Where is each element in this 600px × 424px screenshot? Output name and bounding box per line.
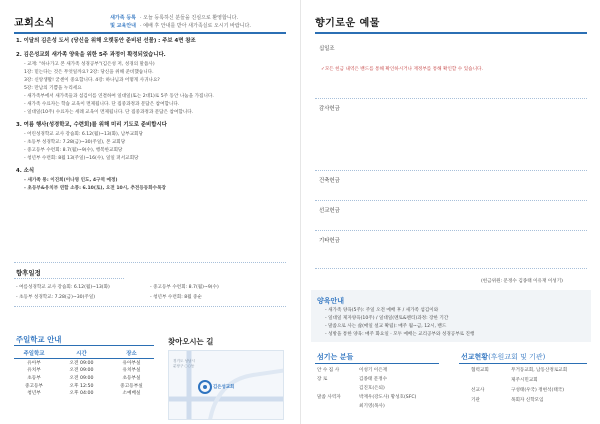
nurture-line: - 말씀으로 사는 삶(매일 설교 확립): 매주 월~금, 12시, 밴드 — [325, 324, 447, 329]
tithe-bottom-rule — [315, 98, 587, 99]
schedule-row-1-left: - 여름성경학교 교사 강습회: 6.12(월)~13(화) — [16, 285, 110, 290]
news-item: 1강: 믿는다는 것은 무엇일까요? 2강: 당신을 위해 준비했습니다. — [24, 70, 154, 75]
offering-notice: ✓모든 헌금 내역은 밴드를 통해 확인하시거나 재정부를 통해 확인할 수 있습니다. — [321, 67, 483, 72]
mission-title-sub: (후원교회 및 기관) — [488, 353, 546, 361]
sunday-school-row — [14, 389, 154, 397]
offering-header-rule — [315, 32, 587, 34]
schedule-row-2-left: - 초등부 성경학교: 7.28(금)~30(주일) — [16, 295, 96, 300]
nurture-line: - 새가족 양육(5주): 주일 오전 예배 후 / 새가족 섬김이와 — [325, 308, 439, 313]
news-item: - 새가족 수료자는 학습 교육이 면제됩니다. 단 집중과정과 문답은 참여합니다. — [24, 102, 180, 107]
school-time: 오후 12:50 — [69, 383, 94, 389]
offering-category: 기타헌금 — [319, 238, 340, 244]
school-name: 초등부 — [27, 375, 41, 381]
news-item: 3강: 신앙생활! 굳센이 중요합니다. 4강: 하나님과 어떻게 사귀나요? — [24, 78, 160, 83]
offering-category: 감사헌금 — [319, 106, 340, 112]
tithe-label: 십일조 — [319, 46, 335, 52]
offering-category: 선교헌금 — [319, 208, 340, 214]
schedule-title-rule — [14, 278, 124, 279]
newcomer-label-1: 새가족 등록 — [110, 15, 136, 21]
news-item: - 중고등부 수련회: 8.7(월)~9(수), 행복한교회당 — [24, 148, 123, 153]
col-header-place: 장소 — [126, 351, 137, 357]
school-place: 소예배실 — [122, 391, 141, 397]
map-church-label: 김은성교회 — [213, 385, 235, 390]
news-item: - 청년부 수련회: 8월 13(주일)~16(수), 일일 퍼서교회당 — [24, 156, 139, 161]
newcomer-label-2: 및 교육안내 — [110, 23, 136, 29]
news-section-heading: 1. 이달의 김은성 도서 (당신을 위해 오랫동안 준비된 선물) : 주보 4면 참조 — [16, 38, 196, 44]
mission-entry: 목회자 신학모임 — [511, 398, 544, 403]
offering-row-rule — [315, 200, 587, 201]
schedule-title: 향후일정 — [16, 269, 41, 277]
mission-title — [461, 352, 545, 362]
map-road-label-2: 분당구 ○○동 — [173, 364, 195, 368]
mission-entry: 제주시민교회 — [511, 378, 538, 383]
school-place: 유아부실 — [122, 360, 141, 366]
school-name: 유아부 — [27, 360, 41, 366]
offering-row-rule — [315, 170, 587, 171]
school-place: 초등부실 — [122, 375, 141, 381]
news-item: - 초등부&유치부 연합 소풍: 6.10(토), 오전 10시, 추전등동화수목장 — [24, 186, 166, 191]
school-time: 오후 04:00 — [69, 391, 94, 397]
sunday-school-row — [14, 367, 154, 375]
mission-category: 기관 — [471, 398, 480, 403]
sunday-school-row — [14, 374, 154, 382]
mission-category: 선교사 — [471, 388, 485, 393]
school-place: 유치부실 — [122, 368, 141, 374]
school-name: 청년부 — [27, 391, 41, 397]
servant-names: 김종태 문정수 — [359, 377, 388, 382]
schedule-top-rule — [14, 262, 286, 263]
sunday-school-body — [14, 359, 154, 397]
mission-title-main: 선교현황 — [461, 353, 489, 361]
col-header-time: 시간 — [76, 351, 87, 357]
offering-row-rule — [315, 268, 587, 269]
offering-title: 향기로운 예물 — [315, 18, 380, 29]
servant-role: 말씀 사역자 — [317, 395, 341, 400]
servants-rule — [315, 363, 439, 364]
directions-title: 찾아오시는 길 — [168, 337, 214, 346]
sunday-school-row — [14, 359, 154, 367]
news-item: - 교재: "하나가고 본 새가족 성경공부"(김은성 저, 성경의 말씀사) — [24, 62, 155, 67]
news-section-heading: 4. 소식 — [16, 168, 35, 174]
school-time: 오전 09:00 — [69, 368, 94, 374]
school-time: 오전 09:00 — [69, 360, 94, 366]
news-item: - 초등부 성경학교: 7.28(금)~30(주일), 본 교회당 — [24, 140, 126, 145]
news-list — [16, 38, 288, 268]
schedule-row-2-right: - 청년부 수련회: 8월 중순 — [150, 295, 202, 300]
news-item: - 새가족부에서 새가족들과 섬김이를 연결하여 일대일(또는 2대1)로 5주 동안 나눔을 가집니다. — [24, 94, 214, 99]
servant-names: 이성기 이은재 — [359, 368, 388, 373]
news-section-heading: 2. 김은성교회 새가족 양육을 위한 5주 과정이 확정되었습니다. — [16, 52, 166, 58]
offering-recorders: (헌금위원: 문정수 김종태 이유재 이성기) — [481, 279, 563, 284]
header-rule — [14, 32, 286, 34]
sunday-school-rule — [14, 345, 154, 346]
schedule-bottom-rule — [14, 306, 286, 307]
school-time: 오전 09:00 — [69, 375, 94, 381]
news-item: 5강: 만남의 기쁨을 누리세요 — [24, 86, 82, 91]
mission-entry: 무거동교회, 남동산정로교회 — [511, 368, 568, 373]
newcomer-text-2: · 예배 후 안내를 받아 새가족실로 오시기 바랍니다. — [140, 23, 251, 29]
church-news-title: 교회소식 — [14, 18, 55, 29]
directions-map[interactable] — [168, 350, 284, 420]
mission-entry: 구성태(우국) 정현석(태국) — [511, 388, 565, 393]
servants-title: 섬기는 분들 — [317, 353, 354, 361]
servant-names: 박재우(강도사) 황성호(SFC) — [359, 395, 417, 400]
map-road-label-1: 경기도 성남시 — [173, 359, 195, 363]
mission-category: 협력교회 — [471, 368, 489, 373]
sunday-school-table — [14, 348, 154, 397]
news-section-heading: 3. 여름 행사(성경학교, 수련회)를 위해 미리 기도로 준비합시다 — [16, 122, 167, 128]
schedule-row-1-right: - 중고등부 수련회: 8.7(월)~9(수) — [150, 285, 219, 290]
school-name: 유치부 — [27, 368, 41, 374]
news-item: - 새가족 통: 이진희(이나영 인도, 4구역 예정) — [24, 178, 118, 183]
school-name: 중고등부 — [24, 383, 44, 389]
servant-names: 김진호(은퇴) — [359, 386, 385, 391]
col-header-school: 주일학교 — [23, 351, 45, 357]
servant-names: 최기영(목사) — [359, 404, 385, 409]
nurture-line: - 일대일 제자양육(10주) / 일대일(멘토&멘티)과정: 장한 기간 — [325, 316, 449, 321]
offering-row-rule — [315, 230, 587, 231]
servant-role: 장 로 — [317, 377, 328, 382]
servant-role: 안 수 집 사 — [317, 368, 340, 373]
mission-rule — [459, 363, 587, 364]
nurture-line: - 성방을 통한 양육: 매주 화요일 · 모두 예배는 교리공부와 성경공부로 진행 — [325, 332, 475, 337]
offering-category: 건축헌금 — [319, 178, 340, 184]
sunday-school-title: 주일학교 안내 — [16, 335, 62, 344]
sunday-school-row — [14, 382, 154, 390]
nurture-title: 양육안내 — [317, 297, 345, 305]
news-item: - 일대일(10주) 수료자는 세례 교육이 면제됩니다. 단 집중과정과 문답은 참여합니다. — [24, 110, 194, 115]
news-item: - 어린성경학교 교사 강습회: 6.12(월)~13(화), 남부교회당 — [24, 132, 143, 137]
right-page — [300, 0, 600, 424]
school-place: 중고등부실 — [120, 383, 143, 389]
newcomer-text-1: · 오늘 등록하신 분들을 진심으로 환영합니다. — [140, 15, 239, 21]
